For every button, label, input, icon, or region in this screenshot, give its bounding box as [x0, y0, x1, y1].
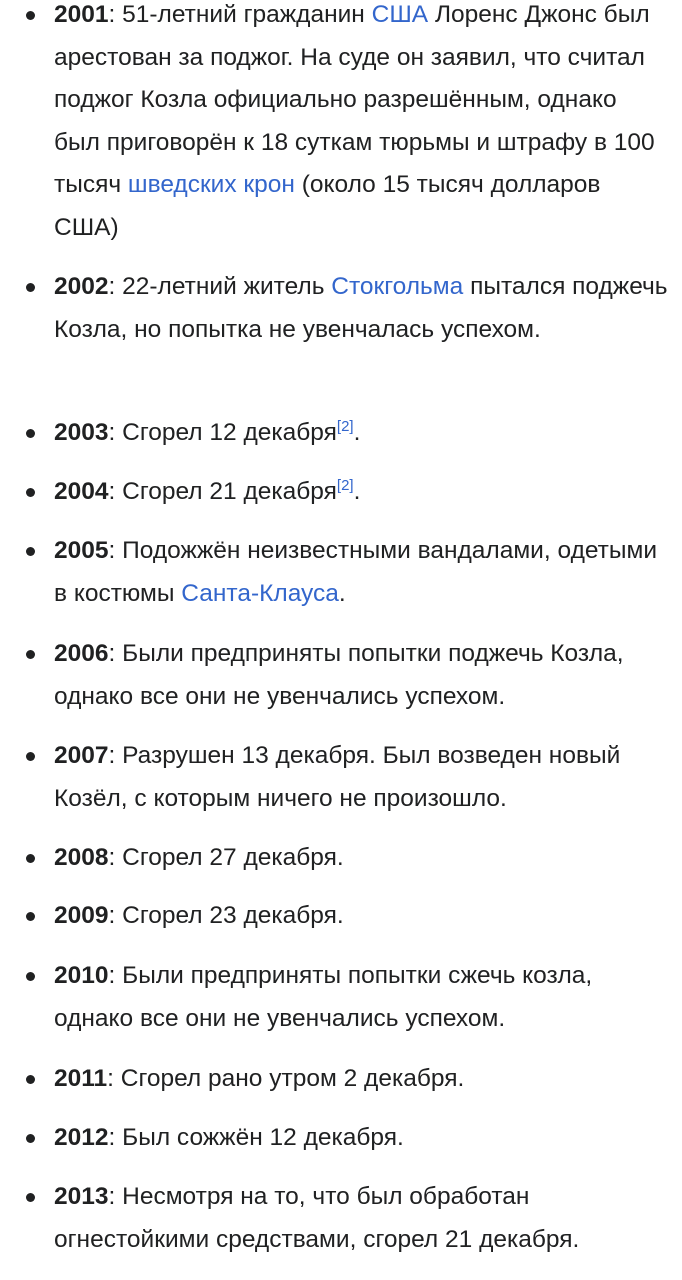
bullet-icon: [26, 650, 35, 659]
item-text: : Подожжён неизвестными вандалами, одетыми в костюмы: [54, 537, 658, 607]
year-label: 2007: [54, 742, 109, 769]
list-item-2003: [54, 412, 668, 455]
item-text: .: [338, 579, 346, 607]
bullet-icon: [26, 488, 35, 497]
bullet-icon: [26, 547, 35, 556]
item-text: .: [353, 478, 361, 505]
item-text: : Сгорел 12 декабря: [108, 419, 337, 446]
link-santa-claus[interactable]: Санта-Клауса: [181, 579, 339, 607]
list-item-2012: [54, 1117, 668, 1160]
link-usa[interactable]: США: [371, 1, 429, 28]
link-stockholm[interactable]: Стокгольма: [331, 273, 464, 300]
item-text: : Был сожжён 12 декабря.: [108, 1124, 404, 1151]
list-item-2002: [54, 266, 668, 351]
bullet-icon: [26, 429, 35, 438]
year-label: 2002: [54, 273, 109, 300]
bullet-icon: [26, 912, 35, 921]
list-item-2009: [54, 895, 668, 938]
item-text: пытался поджечь Козла, но попытка не увенчалась успехом.: [54, 273, 668, 343]
year-label: 2003: [54, 419, 109, 446]
link-swedish-krona[interactable]: шведских крон: [127, 171, 295, 198]
reference-link[interactable]: [2]: [336, 417, 354, 435]
reference-link[interactable]: [2]: [336, 476, 354, 494]
bullet-icon: [26, 1075, 35, 1084]
item-text: : Сгорел рано утром 2 декабря.: [107, 1065, 465, 1092]
year-label: 2013: [54, 1183, 109, 1210]
item-text: .: [353, 419, 361, 446]
list-item-2006: [54, 633, 668, 718]
year-label: 2005: [54, 537, 109, 564]
item-text: : 51-летний гражданин: [108, 1, 372, 28]
bullet-icon: [26, 752, 35, 761]
list-item-2005: [54, 530, 668, 615]
list-item-2010: [54, 955, 668, 1040]
year-label: 2010: [54, 962, 109, 989]
item-text: : Сгорел 21 декабря: [108, 478, 337, 505]
item-text: : Были предприняты попытки поджечь Козла, однако все они не увенчались успехом.: [54, 640, 624, 710]
list-item-2013: [54, 1176, 668, 1261]
item-text: (около 15 тысяч долларов США): [54, 171, 601, 241]
year-label: 2012: [54, 1124, 109, 1151]
item-text: : Разрушен 13 декабря. Был возведен новый Козёл, с которым ничего не произошло.: [54, 742, 621, 812]
year-label: 2004: [54, 478, 109, 505]
bullet-icon: [26, 11, 35, 20]
bullet-icon: [26, 854, 35, 863]
bullet-icon: [26, 1193, 35, 1202]
list-item-2004: [54, 471, 668, 514]
bullet-icon: [26, 972, 35, 981]
item-text: : Сгорел 23 декабря.: [108, 902, 344, 929]
list-item-2007: [54, 735, 668, 820]
bullet-icon: [26, 1134, 35, 1143]
list-item-2001: [54, 0, 668, 249]
item-text: : 22-летний житель: [108, 273, 332, 300]
list-item-2011: [54, 1058, 668, 1101]
year-label: 2009: [54, 902, 109, 929]
list-item-2008: [54, 837, 668, 880]
bullet-icon: [26, 283, 35, 292]
item-text: : Были предприняты попытки сжечь козла, однако все они не увенчались успехом.: [54, 962, 593, 1032]
item-text: : Несмотря на то, что был обработан огнестойкими средствами, сгорел 21 декабря.: [54, 1183, 580, 1253]
year-label: 2011: [54, 1065, 108, 1092]
year-label: 2008: [54, 844, 109, 871]
item-text: Лоренс Джонс был арестован за поджог. На суде он заявил, что считал поджог Козла официально разрешённым, однако был приговорён к 18 суткам тюрьмы и штрафу в 100 тысяч: [54, 1, 655, 198]
year-label: 2006: [54, 640, 109, 667]
item-text: : Сгорел 27 декабря.: [108, 844, 344, 871]
year-label: 2001: [54, 1, 109, 28]
